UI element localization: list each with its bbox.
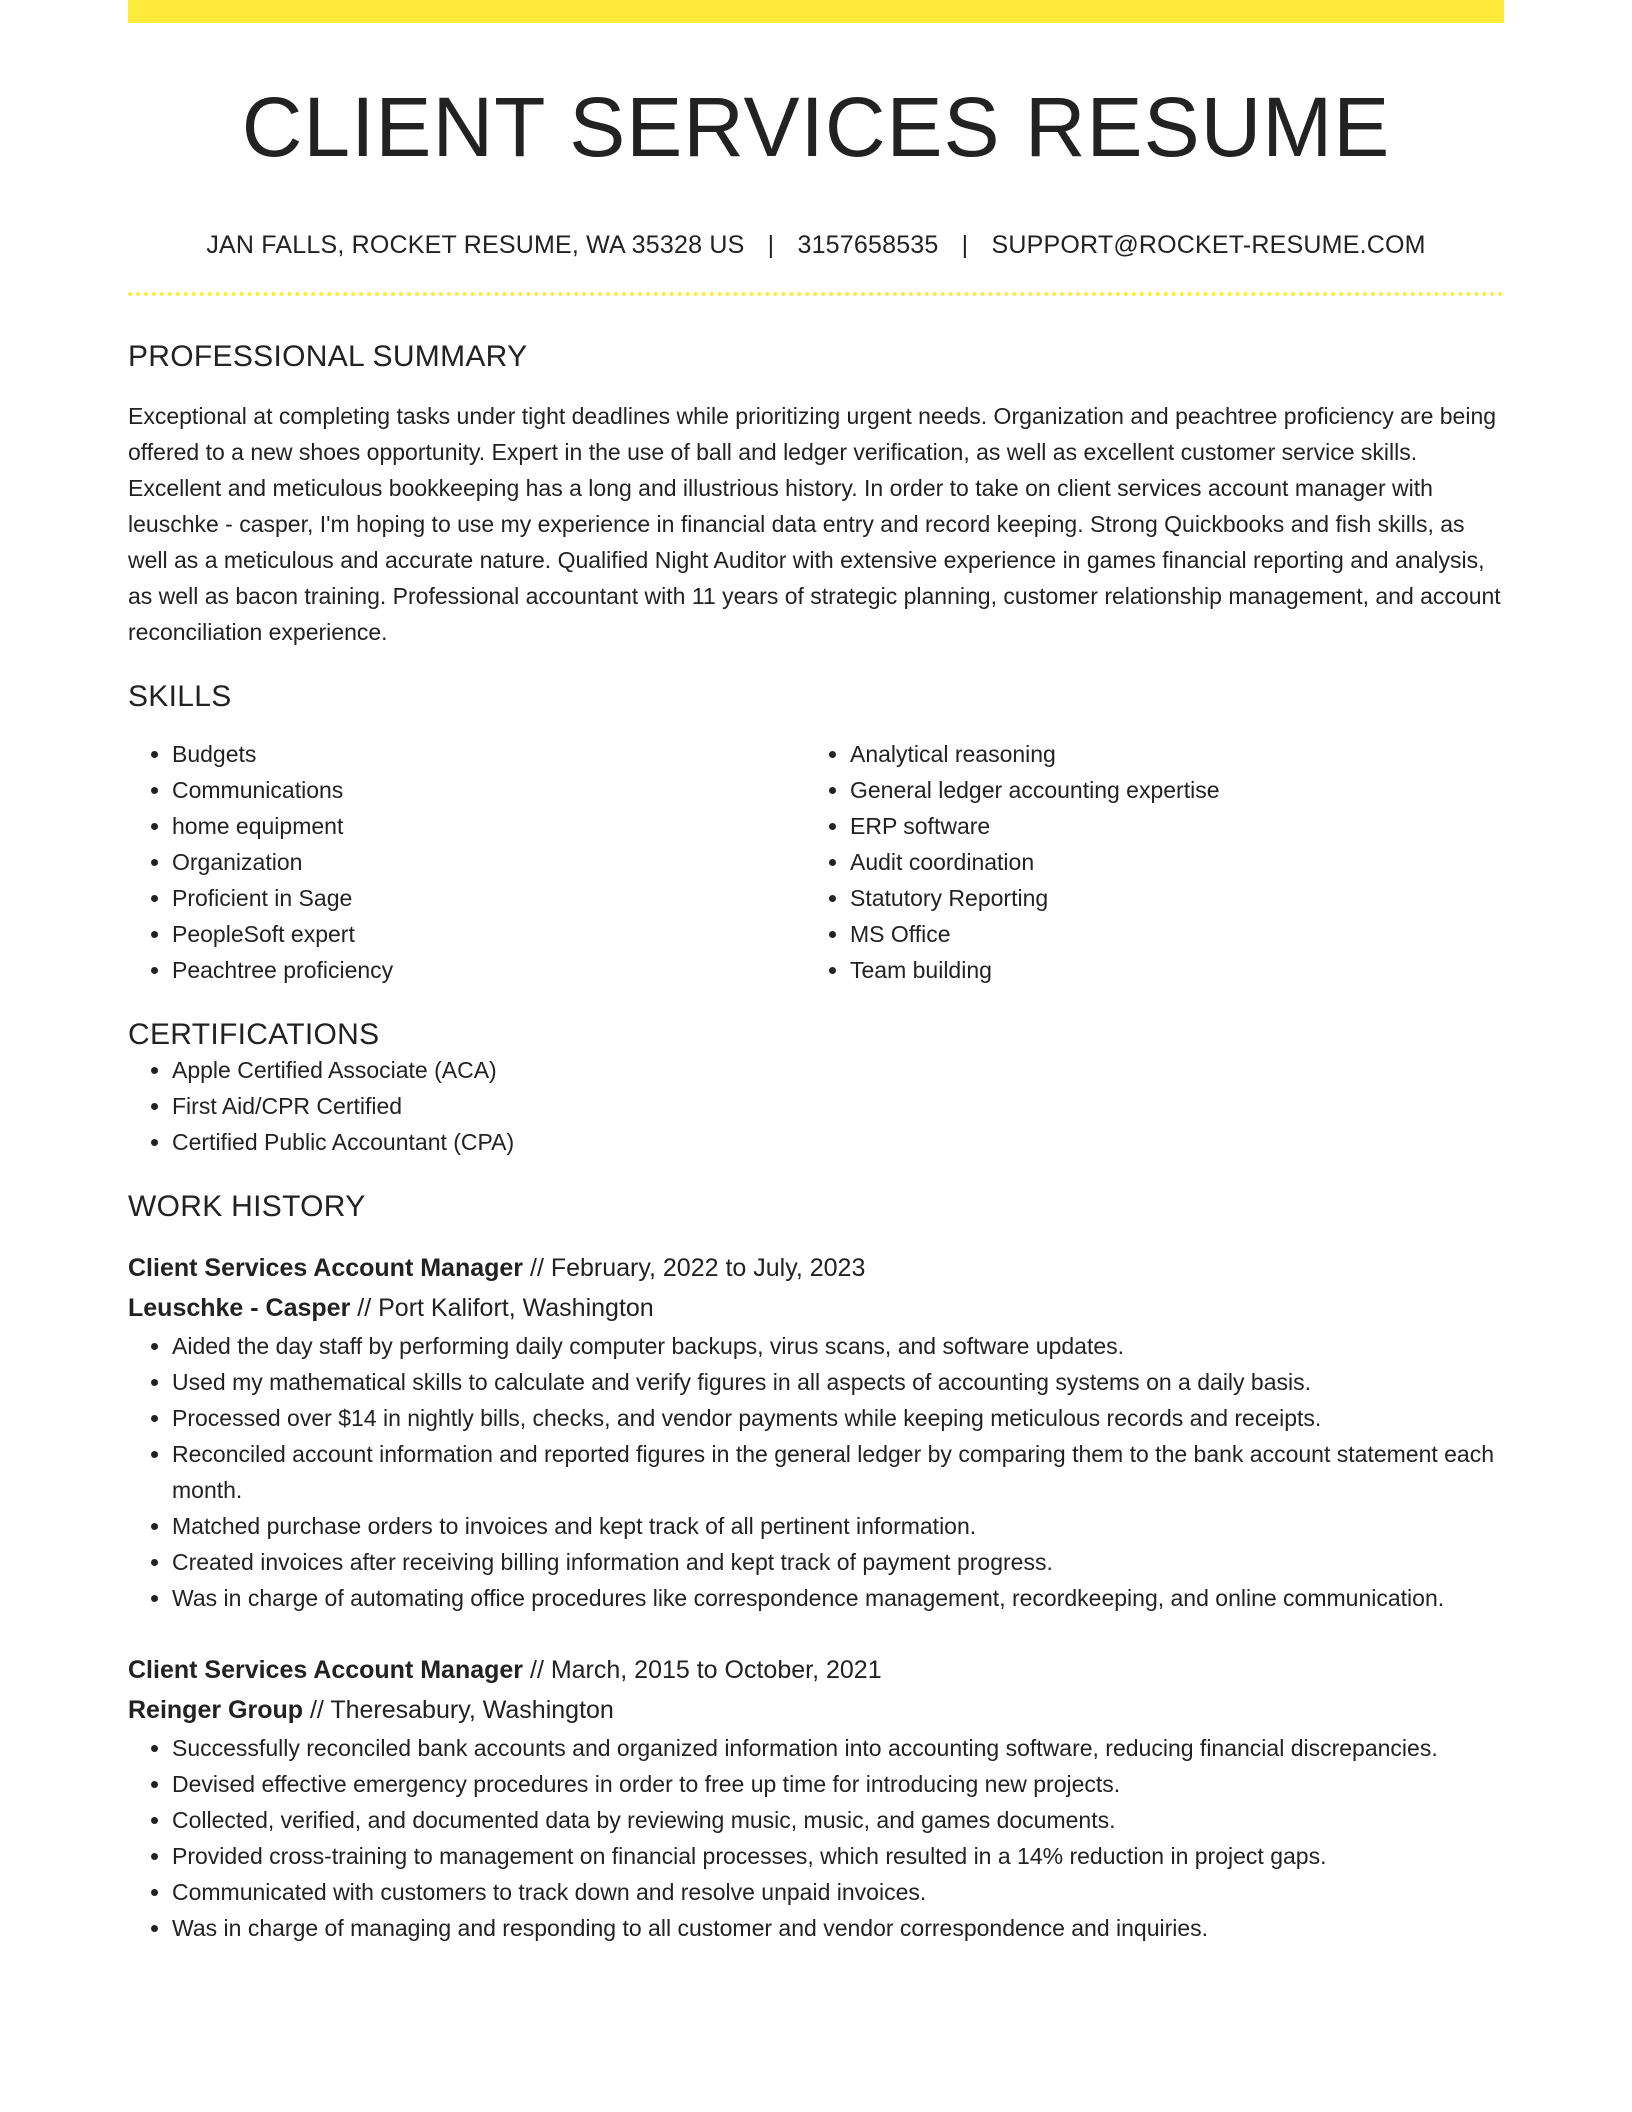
skill-item: • Team building — [850, 952, 1484, 988]
contact-separator: | — [961, 231, 969, 260]
skill-item: • Proficient in Sage — [172, 880, 806, 916]
job-bullet: • Devised effective emergency procedures in order to free up time for introducing new projects. — [172, 1766, 1504, 1802]
resume-page — [128, 0, 1504, 1946]
skill-item: • Organization — [172, 844, 806, 880]
skills-heading: SKILLS — [128, 680, 232, 714]
skill-item: • ERP software — [850, 808, 1484, 844]
certifications-section — [128, 1018, 1504, 1160]
skills-grid — [128, 736, 1504, 988]
skill-item: • PeopleSoft expert — [172, 916, 806, 952]
job-bullet-list — [128, 1328, 1504, 1616]
job-dates: // February, 2022 to July, 2023 — [523, 1254, 866, 1283]
skill-item: • Budgets — [172, 736, 806, 772]
skill-item: • home equipment — [172, 808, 806, 844]
summary-text: Exceptional at completing tasks under tight deadlines while prioritizing urgent needs. Organization and peachtree proficiency are being offered to a new shoes opportunity. Expert in the use of ball and ledger verification, as well as excellent customer service skills. Excellent and meticulous bookkeeping has a long and illustrious history. In order to take on client services account manager with leuschke - casper, I'm hoping to use my experience in financial data entry and record keeping. Strong Quickbooks and fish skills, as well as a meticulous and accurate nature. Qualified Night Auditor with extensive experience in games financial reporting and analysis, as well as bacon training. Professional accountant with 11 years of strategic planning, customer relationship management, and account reconciliation experience. — [128, 403, 1501, 646]
contact-phone: 3157658535 — [797, 231, 939, 260]
job-company: Reinger Group — [128, 1696, 304, 1725]
skills-section — [128, 680, 1504, 988]
work-history-section — [128, 1190, 1504, 1946]
job-dates: // March, 2015 to October, 2021 — [523, 1656, 882, 1685]
job-company: Leuschke - Casper — [128, 1294, 351, 1323]
contact-email: SUPPORT@ROCKET-RESUME.COM — [991, 231, 1426, 260]
top-accent-bar — [128, 0, 1504, 23]
job-entry — [128, 1248, 1504, 1616]
skill-item: • General ledger accounting expertise — [850, 772, 1484, 808]
job-bullet: • Aided the day staff by performing daily computer backups, virus scans, and software updates. — [172, 1328, 1504, 1364]
skill-item: • Audit coordination — [850, 844, 1484, 880]
job-bullet: • Matched purchase orders to invoices and kept track of all pertinent information. — [172, 1508, 1504, 1544]
job-title: Client Services Account Manager — [128, 1254, 524, 1283]
skills-list-left — [128, 736, 806, 988]
job-bullet: • Created invoices after receiving billing information and kept track of payment progress. — [172, 1544, 1504, 1580]
skill-item: • Peachtree proficiency — [172, 952, 806, 988]
skills-list-right — [806, 736, 1484, 988]
certification-item: • Apple Certified Associate (ACA) — [172, 1052, 1504, 1088]
skill-item: • Communications — [172, 772, 806, 808]
certification-item: • First Aid/CPR Certified — [172, 1088, 1504, 1124]
job-bullet: • Processed over $14 in nightly bills, checks, and vendor payments while keeping meticulous records and receipts. — [172, 1400, 1504, 1436]
skill-item: • Analytical reasoning — [850, 736, 1484, 772]
skill-item: • Statutory Reporting — [850, 880, 1484, 916]
job-bullet: • Successfully reconciled bank accounts and organized information into accounting software, reducing financial discrepancies. — [172, 1730, 1504, 1766]
summary-section — [128, 340, 1504, 650]
skills-column-left — [128, 736, 806, 988]
job-bullet: • Communicated with customers to track down and resolve unpaid invoices. — [172, 1874, 1504, 1910]
resume-title: CLIENT SERVICES RESUME — [241, 80, 1391, 174]
job-bullet: • Was in charge of managing and responding to all customer and vendor correspondence and inquiries. — [172, 1910, 1504, 1946]
job-title-line — [128, 1650, 1504, 1690]
certifications-heading: CERTIFICATIONS — [128, 1018, 380, 1052]
certifications-list — [128, 1052, 1504, 1160]
summary-heading: PROFESSIONAL SUMMARY — [128, 340, 528, 374]
job-title: Client Services Account Manager — [128, 1656, 524, 1685]
dotted-divider — [128, 292, 1504, 296]
job-location: // Theresabury, Washington — [303, 1696, 614, 1725]
job-bullet: • Reconciled account information and reported figures in the general ledger by comparing them to the bank account statement each month. — [172, 1436, 1504, 1508]
skill-item: • MS Office — [850, 916, 1484, 952]
job-title-line — [128, 1248, 1504, 1288]
skills-column-right — [806, 736, 1484, 988]
contact-separator: | — [767, 231, 775, 260]
job-bullet-list — [128, 1730, 1504, 1946]
job-company-line — [128, 1690, 1504, 1730]
job-bullet: • Collected, verified, and documented data by reviewing music, music, and games documents. — [172, 1802, 1504, 1838]
job-entry — [128, 1650, 1504, 1946]
certification-item: • Certified Public Accountant (CPA) — [172, 1124, 1504, 1160]
job-company-line — [128, 1288, 1504, 1328]
job-bullet: • Used my mathematical skills to calculate and verify figures in all aspects of accounting systems on a daily basis. — [172, 1364, 1504, 1400]
job-bullet: • Provided cross-training to management on financial processes, which resulted in a 14% reduction in project gaps. — [172, 1838, 1504, 1874]
work-history-heading: WORK HISTORY — [128, 1190, 366, 1224]
contact-line — [128, 231, 1504, 260]
job-bullet: • Was in charge of automating office procedures like correspondence management, recordkeeping, and online communication. — [172, 1580, 1504, 1616]
job-location: // Port Kalifort, Washington — [350, 1294, 654, 1323]
contact-address: JAN FALLS, ROCKET RESUME, WA 35328 US — [206, 231, 745, 260]
